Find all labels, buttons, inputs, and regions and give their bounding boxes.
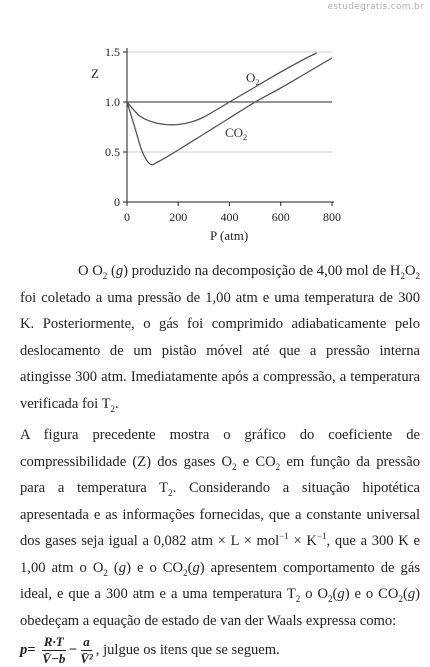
y-tick-label: 0	[114, 195, 120, 209]
paragraph-1: O $O_2$ (g) produzido na decomposição de 4,00 mol de $H_2O_2$ foi coletado a uma pressão de 1,00 atm e uma temperatura de 300 K. Posteriormente, o gás foi comprimido adiabaticamente pelo deslocamento de um pistão móvel até que a pressão interna atingisse 300 atm. Imediatamente após a compressão, a temperatura verificada foi $T_2$.	[20, 263, 420, 414]
y-tick-label: 0.5	[105, 145, 120, 159]
y-axis-title: Z	[91, 66, 99, 81]
van-der-waals-equation: p= $\frac{R\cdot T}{V̄-b}$ − $\frac{a}{\text{V̄²}}$ , julgue os itens que se seguem.	[20, 634, 280, 666]
watermark: estudegratis.com.br	[327, 2, 424, 12]
series-line-o2	[127, 53, 317, 125]
x-tick-label: 0	[124, 210, 130, 224]
x-axis-title: P (atm)	[210, 228, 249, 243]
x-tick-label: 600	[271, 210, 290, 224]
y-tick-label: 1.5	[105, 45, 120, 59]
y-tick-label: 1.0	[105, 95, 120, 109]
series-label-co2: $CO_2$	[225, 125, 248, 142]
chart-ticks	[105, 45, 341, 224]
series-line-co2	[127, 58, 332, 165]
x-tick-label: 200	[169, 210, 188, 224]
chart-series	[127, 53, 332, 165]
x-tick-label: 800	[323, 210, 341, 224]
x-tick-label: 400	[220, 210, 239, 224]
compressibility-chart	[0, 0, 430, 250]
series-label-o2: $O_2$	[246, 70, 260, 87]
paragraph-2: A figura precedente mostra o gráfico do coeficiente de compressibilidade (Z) dos gases $O_2$ e $CO_2$ em função da pressão para a temperatura $T_2$. Considerando a situação hipotética apresentada e as informações fornecidas, que a constante universal dos gases seja igual a 0,082 atm × $L \times mol^{-1} \times K^{-1}$, que a 300 K e 1,00 atm o $O_2$ (g) e o $CO_2(g)$ apresentem comportamento de gás ideal, e que a 300 atm e a uma temperatura $T_2$ o $O_2(g)$ e o $CO_2(g)$ obedeçam a equação de estado de van der Waals expressa como: p= $\frac{R\cdot T}{V̄-b}$ − $\frac{a}{\text{V̄²}}$ , julgue os itens que se seguem.	[20, 427, 421, 666]
